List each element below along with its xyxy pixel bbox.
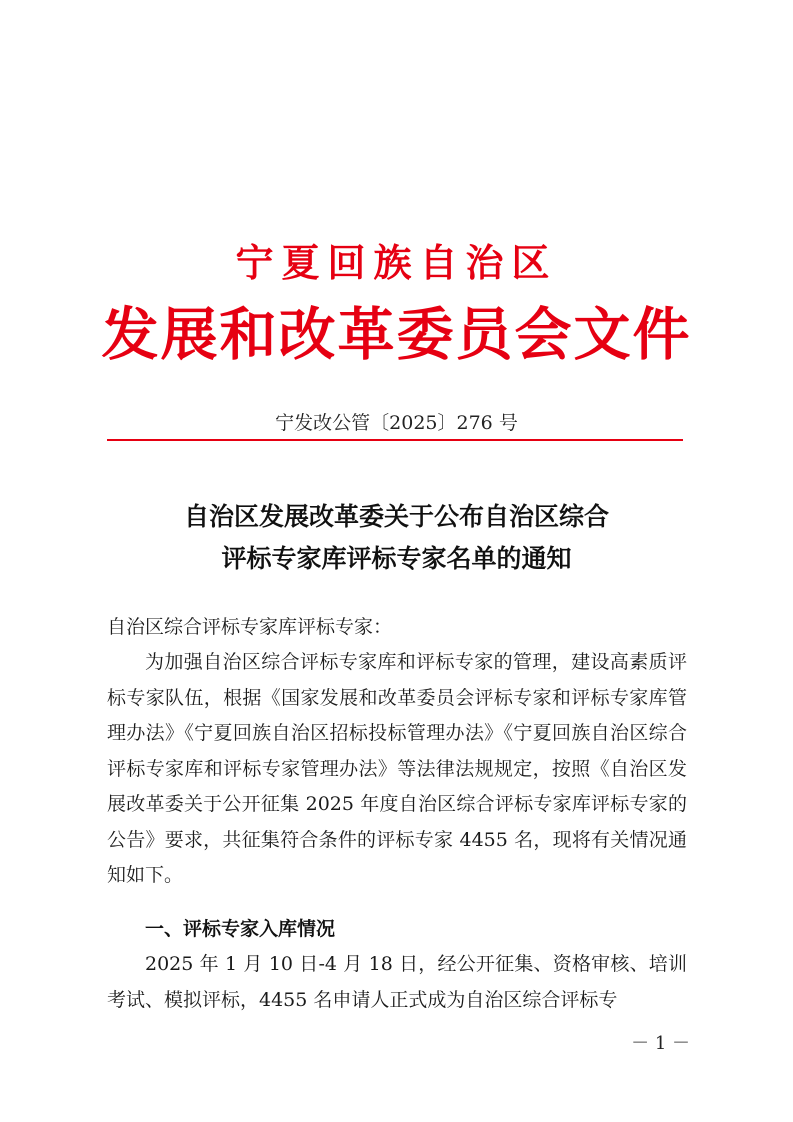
body-paragraph-1: 为加强自治区综合评标专家库和评标专家的管理，建设高素质评标专家队伍，根据《国家发展和改革委员会评标专家和评标专家库管理办法》《宁夏回族自治区招标投标管理办法》《宁夏回族自治区综合评标专家库和评标专家管理办法》等法律法规规定，按照《自治区发展改革委关于公开征集 2025 年度自治区综合评标专家库评标专家的公告》要求，共征集符合条件的评标专家 4455 名，现将有关情况通知如下。 xyxy=(107,651,687,886)
page-number: － 1 － xyxy=(631,1033,690,1054)
body-paragraph-2: 2025 年 1 月 10 日-4 月 18 日，经公开征集、资格审核、培训考试、模拟评标，4455 名申请人正式成为自治区综合评标专 xyxy=(107,953,687,1011)
issuing-authority-line1: 宁夏回族自治区 xyxy=(235,240,558,285)
red-divider-line xyxy=(107,439,683,441)
document-number: 宁发改公管〔2025〕276 号 xyxy=(275,412,518,434)
document-title xyxy=(0,496,793,580)
title-line1: 自治区发展改革委关于公布自治区综合 xyxy=(183,502,609,531)
section-heading-1: 一、评标专家入库情况 xyxy=(145,918,336,940)
title-line2: 评标专家库评标专家名单的通知 xyxy=(221,544,572,573)
salutation: 自治区综合评标专家库评标专家： xyxy=(107,616,393,638)
issuing-authority-line2: 发展和改革委员会文件 xyxy=(101,301,692,368)
